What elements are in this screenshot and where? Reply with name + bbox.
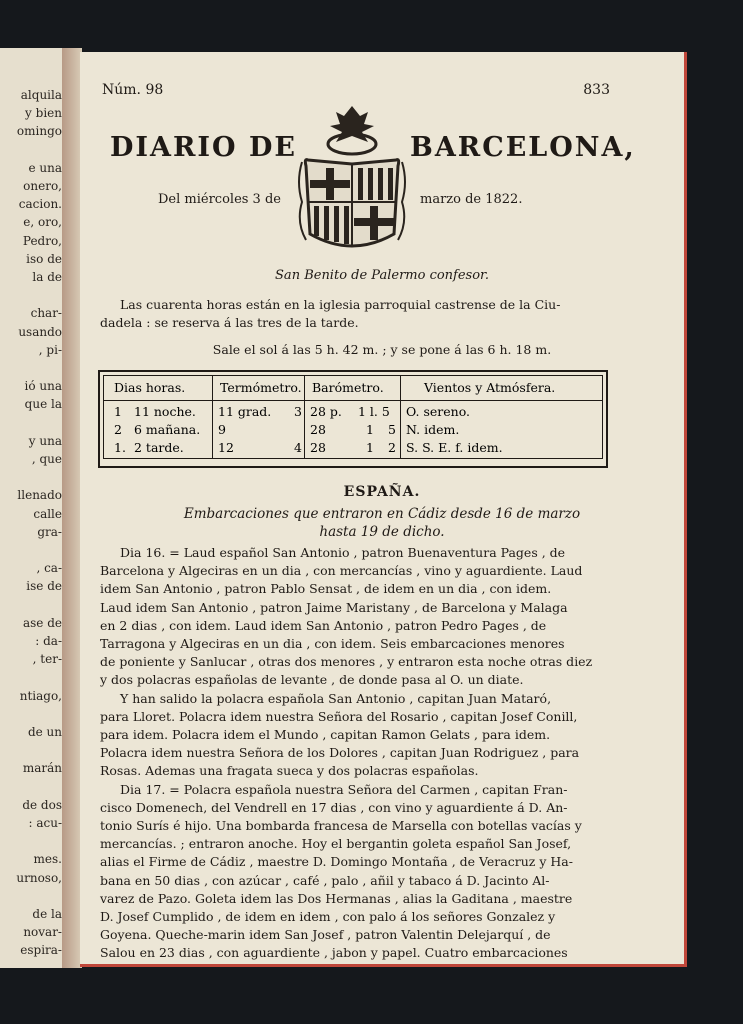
article-line: para Lloret. Polacra idem nuestra Señora del Rosario , capitan Josef Conill, — [100, 708, 578, 724]
left-page-line: de la — [32, 907, 62, 921]
article-line: Goyena. Queche-marin idem San Josef , patron Valentin Delejarquí , de — [100, 927, 551, 943]
left-page-line: calle — [33, 506, 62, 521]
weather-row-3-hour: 2 tarde. — [134, 440, 184, 455]
left-page-line: : da- — [35, 634, 62, 648]
left-page-line: urnoso, — [16, 870, 62, 885]
left-page-line: , pi- — [38, 342, 62, 357]
article-line: de poniente y Sanlucar , otras dos menores , y entraron esta noche otras diez — [100, 654, 593, 670]
sunrise-sunset-line: Sale el sol á las 5 h. 42 m. ; y se pone á las 6 h. 18 m. — [212, 342, 552, 357]
left-page-line: , ca- — [36, 561, 62, 576]
weather-row-3-thermo-frac: 4 — [294, 440, 302, 455]
left-page-line: gra- — [37, 524, 62, 539]
newspaper-page — [80, 52, 687, 967]
weather-row-3-baro-lines: 1 — [366, 440, 374, 455]
weather-row-2-baro-lines: 1 — [366, 422, 374, 437]
weather-row-1-wind: O. sereno. — [406, 404, 470, 419]
left-page-line: e una — [28, 160, 62, 175]
article-line: y dos polacras españolas de levante , de donde pasa al O. un diate. — [100, 672, 524, 688]
weather-row-2-wind: N. idem. — [406, 422, 460, 437]
weather-table — [98, 370, 608, 468]
weather-header-thermometer: Termómetro. — [220, 380, 302, 395]
weather-row-2-thermo: 9 — [218, 422, 226, 437]
left-page-line: usando — [18, 324, 62, 339]
left-page-line: onero, — [23, 179, 62, 193]
saint-of-day: San Benito de Palermo confesor. — [275, 268, 489, 283]
article-line: Dia 17. = Polacra española nuestra Señora del Carmen , capitan Fran- — [120, 781, 568, 797]
article-line: en 2 dias , con idem. Laud idem San Antonio , patron Pedro Pages , de — [100, 617, 547, 633]
left-page-line: alquila — [20, 88, 62, 102]
article-line: Laud idem San Antonio , patron Jaime Maristany , de Barcelona y Malaga — [100, 599, 568, 615]
article-line: Salou en 23 dias , con aguardiente , jabon y papel. Cuatro embarcaciones — [100, 945, 568, 961]
masthead-title-left: DIARIO DE — [110, 132, 297, 163]
weather-row-1-baro: 28 p. — [310, 404, 342, 419]
book-gutter — [62, 48, 82, 968]
weather-row-1-hour: 11 noche. — [134, 404, 196, 419]
article-line: tonio Surís é hijo. Una bombarda francesa de Marsella con botellas vacías y — [100, 818, 582, 833]
weather-row-2-day: 2 — [114, 422, 122, 437]
subtitle-line-2: hasta 19 de dicho. — [319, 524, 445, 540]
left-page-line: de un — [27, 725, 62, 739]
left-page-line: Pedro, — [22, 233, 62, 248]
article-line: Rosas. Ademas una fragata sueca y dos polacras españolas. — [100, 763, 479, 779]
article-line: varez de Pazo. Goleta idem las Dos Hermanas , alias la Gaditana , maestre — [100, 890, 573, 906]
article-line: para idem. Polacra idem el Mundo , capitan Ramon Gelats , para idem. — [100, 727, 551, 742]
left-page-line: ise de — [26, 579, 62, 594]
left-page-line: llenado — [17, 488, 62, 503]
left-page-line: cacion. — [18, 197, 62, 212]
left-page-line: e, oro, — [23, 215, 62, 230]
adjacent-left-page — [0, 48, 68, 968]
article-line: idem San Antonio , patron Pablo Sensat , de idem en un dia , con idem. — [100, 581, 552, 597]
weather-row-3-wind: S. S. E. f. idem. — [406, 440, 503, 455]
date-line-left: Del miércoles 3 de — [158, 192, 281, 207]
left-page-line: la de — [32, 270, 62, 284]
left-page-line: marán — [22, 761, 62, 776]
weather-header-days: Dias horas. — [114, 380, 186, 395]
weather-row-1-thermo: 11 grad. — [218, 404, 272, 419]
weather-row-3-baro-points: 2 — [388, 440, 396, 455]
weather-row-3-day: 1. — [114, 440, 126, 455]
article-line: bana en 50 dias , con azúcar , café , palo , añil y tabaco á D. Jacinto Al- — [100, 872, 550, 888]
weather-header-barometer: Barómetro. — [312, 380, 384, 395]
left-page-line: de dos — [22, 797, 62, 812]
weather-row-2-baro-points: 5 — [388, 422, 396, 437]
left-page-line: que la — [24, 397, 62, 412]
left-page-line: omingo — [16, 124, 62, 139]
weather-row-3-baro: 28 — [310, 440, 326, 455]
forty-hours-line-2: dadela : se reserva á las tres de la tarde. — [100, 315, 359, 330]
left-page-line: ntiago, — [19, 688, 62, 703]
section-title: ESPAÑA. — [343, 484, 421, 500]
left-page-line: ase de — [22, 615, 62, 630]
left-page-line: char- — [30, 306, 62, 321]
article-line: Barcelona y Algeciras en un dia , con mercancías , vino y aguardiente. Laud — [100, 563, 583, 579]
weather-row-1-thermo-frac: 3 — [294, 404, 302, 419]
left-page-line: y bien — [25, 106, 62, 121]
weather-row-3-thermo: 12 — [218, 440, 234, 455]
subtitle-line-1: Embarcaciones que entraron en Cádiz desde 16 de marzo — [183, 506, 581, 522]
weather-row-2-baro: 28 — [310, 422, 326, 437]
article-line: Tarragona y Algeciras en un dia , con idem. Seis embarcaciones menores — [100, 636, 565, 651]
left-page-line: novar- — [23, 925, 62, 940]
barcelona-coat-of-arms-icon — [296, 102, 408, 252]
article-line: mercancías. ; entraron anoche. Hoy el bergantin goleta español San Josef, — [100, 836, 572, 852]
weather-row-1-day: 1 — [114, 404, 122, 419]
forty-hours-line-1: Las cuarenta horas están en la iglesia parroquial castrense de la Ciu- — [120, 297, 561, 312]
article-line: Y han salido la polacra española San Antonio , capitan Juan Mataró, — [120, 690, 552, 706]
left-page-line: , que — [31, 452, 62, 466]
article-line: Polacra idem nuestra Señora de los Dolores , capitan Juan Rodriguez , para — [100, 745, 580, 761]
masthead-title-right: BARCELONA, — [410, 132, 636, 163]
page-number: 833 — [583, 82, 610, 98]
left-page-line: , ter- — [32, 652, 62, 667]
left-page-line: iso de — [26, 251, 62, 266]
left-page-line: mes. — [33, 852, 62, 867]
left-page-line: y una — [28, 433, 62, 448]
weather-header-winds: Vientos y Atmósfera. — [424, 380, 556, 395]
article-line: alias el Firme de Cádiz , maestre D. Domingo Montaña , de Veracruz y Ha- — [100, 854, 573, 870]
left-page-line: espira- — [20, 943, 62, 958]
date-line-right: marzo de 1822. — [420, 192, 523, 207]
left-page-line: : acu- — [28, 816, 62, 830]
article-line: cisco Domenech, del Vendrell en 17 dias , con vino y aguardiente á D. An- — [100, 799, 568, 815]
weather-row-2-hour: 6 mañana. — [134, 422, 201, 437]
article-line: Dia 16. = Laud español San Antonio , patron Buenaventura Pages , de — [120, 545, 566, 560]
left-page-line: ió una — [24, 379, 62, 394]
article-line: D. Josef Cumplido , de idem en idem , con palo á los señores Gonzalez y — [100, 909, 556, 924]
weather-row-1-baro-lines: 1 l. 5 — [358, 404, 390, 419]
issue-number: Núm. 98 — [102, 82, 164, 98]
